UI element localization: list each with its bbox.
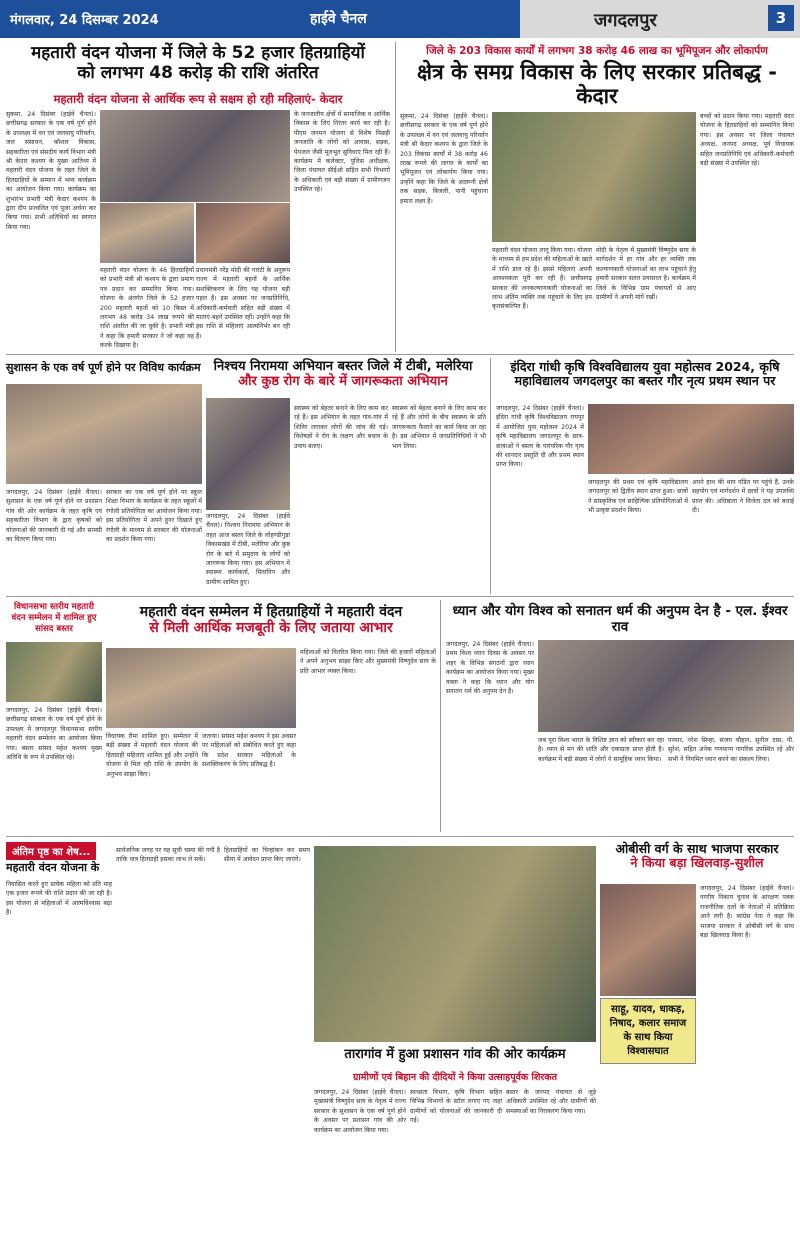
a6-tag: विधानसभा स्तरीय महतारी वंदन सम्मेलन में शामिल हुए सांसद बस्तर xyxy=(11,602,97,635)
column-divider xyxy=(440,600,441,832)
column-divider xyxy=(490,358,491,594)
a11-body-col1: जगदलपुर, 24 दिसंबर (हाईवे चैनल)। मुख्यमंत्री विष्णुदेव साय के नेतृत्व में राज्य सरकार के सुशासन के एक वर्ष पूर्ण होने के अवसर पर प्रशासन गांव की ओर कार्यक्रम का आयोजन किया गया। xyxy=(314,1089,406,1134)
a5-headline: इंदिरा गांधी कृषि विश्वविद्यालय युवा महोत्सव 2024, कृषि महाविद्यालय जगदलपुर का बस्तर गौर नृत्य प्रथम स्थान पर xyxy=(510,359,780,389)
a1-body-col2: महतारी वंदन योजना के 46 हितग्राहियों को प्रभारी मंत्री श्री कश्यप के द्वारा प्रमाण पत्र प्रदान कर सम्मानित किया गया। योजना के अंतर्गत जिले के 52 हजार 200 महतारी बहनों को 10 किस्त में लगभग 48 करोड़ 34 लाख रूपये की राशि अंतरित की जा चुकी है। प्रभारी मंत्री ने कहा कि हमारी सरकार ने जो कहा वह करके दिखाया है। xyxy=(100,267,194,350)
a11-headline: तारागांव में हुआ प्रशासन गांव की ओर कार्यक्रम xyxy=(344,1047,566,1062)
a7-headline xyxy=(106,604,436,636)
a7-body-col1: विधायक रीमा शामिल हुए। सम्मेलन में बड़ी संख्या में महतारी वंदन योजना की हितग्राही महिलाएं शामिल हुईं और उन्होंने योजना से मिल रही राशि के उपयोग के अनुभव साझा किए। xyxy=(106,733,198,778)
a3-photo xyxy=(6,384,202,484)
a9-headline: महतारी वंदन योजना के xyxy=(6,861,100,874)
a10-headline-line1: ओबीसी वर्ग के साथ भाजपा सरकार xyxy=(615,841,779,856)
a1-photo-3 xyxy=(196,203,290,263)
a1-headline-line1: महतारी वंदन योजना में जिले के 52 हजार हितग्राहियों xyxy=(31,43,365,63)
a4-photo xyxy=(206,398,290,510)
edition-city: जगदलपुर xyxy=(594,10,657,31)
a4-body-col2: जगदलपुर, 24 दिसंबर (हाईवे चैनल)। निश्चय निरामया अभियान के तहत आज बस्तर जिले के लोहण्डीगुड़ा विकासखंड में टीबी, मलेरिया और कुष्ठ रोग के बारे में समुदाय के लोगों को जागरूक किया गया। इस अभियान में स्वास्थ्य कार्यकर्ता, मितानिन और ग्रामीण शामिल हुए। xyxy=(206,513,290,586)
a8-body-col3: परमार, नरेश सिन्हा, संजय चौहान, सुनील दास, पी. सुरेश, सहित अनेक गणमान्य नागरिक उपस्थित रहे और सभी ने नियमित ध्यान करने का संकल्प लिया। xyxy=(668,737,794,763)
column-divider xyxy=(395,42,396,352)
header-city-bar xyxy=(520,0,800,38)
a10-headline xyxy=(600,842,794,871)
a5-body-col2: जगदलपुर की प्रथम एवं कृषि महाविद्यालय जगदलपुर को द्वितीय स्थान प्राप्त हुआ। छात्रों ने सांस्कृतिक एवं साहित्यिक प्रतियोगिताओं में भी उत्कृष्ट प्रदर्शन किया। xyxy=(588,479,688,515)
a5-body-col1: जगदलपुर, 24 दिसंबर (हाईवे चैनल)। इंदिरा गांधी कृषि विश्वविद्यालय रायपुर में आयोजित युवा महोत्सव 2024 में कृषि महाविद्यालय जगदलपुर के छात्र-छात्राओं ने बस्तर के पारंपरिक गौर नृत्य की शानदार प्रस्तुति दी और प्रथम स्थान प्राप्त किया। xyxy=(496,405,584,469)
row-divider xyxy=(6,596,794,597)
a9-body-col3: हितग्राहियों का चिन्हांकन कर समय सीमा में आवेदन प्राप्त किए जाएंगे। xyxy=(224,847,310,864)
a7-body-col3: महिलाओं को वितरित किया गया। जिले की हजारों महिलाओं ने अपने अनुभव साझा किए और मुख्यमंत्री विष्णुदेव साय के प्रति आभार व्यक्त किया। xyxy=(300,649,436,675)
a1-body-col1: सुकमा, 24 दिसंबर (हाईवे चैनल)। छत्तीसगढ़ सरकार के एक वर्ष पूर्ण होने के उपलक्ष्य में वन एवं जलवायु परिवर्तन, जल संसाधन, कौशल विकास, सहकारिता एवं संसदीय कार्य विभाग मंत्री श्री केदार कश्यप के मुख्य आतिथ्य में महतारी वंदन योजना के तहत जिले के हितग्राहियों के सम्मान में भव्य कार्यक्रम का आयोजन किया गया। कार्यक्रम का शुभारंभ प्रभारी मंत्री केदार कश्यप के द्वारा दीप प्रज्वलित एवं पूजा अर्चना कर किया गया। सभी अतिथियों का स्वागत किया गया। xyxy=(6,111,96,231)
a1-subhead: महतारी वंदन योजना से आर्थिक रूप से सक्षम हो रही महिलाएं- केदार xyxy=(53,92,343,106)
a10-body: जगदलपुर, 24 दिसंबर (हाईवे चैनल)। नगरीय निकाय चुनाव के आरक्षण पत्रक राजनीतिक दलों के नेताओं में प्रतिक्रिया आने लगी है। कांग्रेस नेता ने कहा कि भाजपा सरकार ने ओबीसी वर्ग के साथ बड़ा खिलवाड़ किया है। xyxy=(700,885,794,940)
a1-headline-line2: को लगभग 48 करोड़ की राशि अंतरित xyxy=(77,62,319,83)
a4-body-col3: स्वास्थ्य को बेहतर बनाने के लिए काम कर रहे हैं। इस अभियान के तहत गांव-गांव में शिविर लगाकर लोगों की जांच की गई। विशेषज्ञों ने रोग के लक्षण और बचाव के उपाय बताए। xyxy=(294,405,388,450)
a4-body-col1: सरकार का एक वर्ष पूर्ण होने पर स्कूल शिक्षा विभाग के कार्यक्रम के तहत स्कूलों में रंगोली प्रतियोगिता का आयोजन किया गया। इस प्रतियोगिता में अपने हुनर दिखाते हुए रंगोली के माध्यम से सरकार की योजनाओं का प्रदर्शन किया गया। xyxy=(106,489,202,544)
a11-photo xyxy=(314,846,596,1042)
a2-body-col4: बच्चों को प्रदान किया गया। महतारी वंदन योजना के हितग्राहियों को सम्मानित किया गया। इस अवसर पर जिला पंचायत अध्यक्ष, जनपद अध्यक्ष, पूर्व विधायक सहित जनप्रतिनिधि एवं अधिकारी-कर्मचारी बड़ी संख्या में उपस्थित रहे। xyxy=(700,113,794,168)
a9-body-col1: निवासित करते हुए प्रत्येक महिला को प्रति माह एक हजार रूपये की राशि प्रदान की जा रही है। इस योजना से महिलाओं में आत्मविश्वास बढ़ा है। xyxy=(6,881,112,917)
a1-photo-1 xyxy=(100,110,290,202)
a6-photo xyxy=(6,642,102,702)
a8-headline: ध्यान और योग विश्व को सनातन धर्म की अनुपम देन है - एल. ईश्वर राव xyxy=(452,603,788,635)
page-number: 3 xyxy=(768,5,794,31)
a1-photo-2 xyxy=(100,203,194,263)
a2-photo xyxy=(492,112,696,242)
a7-photo xyxy=(106,648,296,728)
a9-body-col2: सार्वजनिक जगह पर यह सूची चस्पा की गयी है ताकि पात्र हितग्राही इसका लाभ ले सकें। xyxy=(116,847,220,864)
a10-highlight-box: साहू, यादव, धाकड़, निषाद, कलार समाज के साथ किया विश्वासघात xyxy=(600,998,696,1064)
a10-photo xyxy=(600,884,696,996)
row-divider xyxy=(6,836,794,837)
a8-body-col2: जब पूरा विश्व भारत के विशिष्ट ज्ञान को स्वीकार कर रहा है। ध्यान से मन की शांति और एकाग्रता प्राप्त होती है। कार्यक्रम में बड़ी संख्या में लोगों ने सामूहिक ध्यान किया। xyxy=(538,737,664,763)
a4-headline-line1: निश्चय निरामया अभियान बस्तर जिले में टीबी, मलेरिया xyxy=(213,359,473,374)
a11-subhead: ग्रामीणों एवं बिहान की दीदियों ने किया उत्साहपूर्वक शिरकत xyxy=(352,1072,558,1083)
a8-photo xyxy=(538,640,794,732)
a2-kicker: जिले के 203 विकास कार्यों में लगभग 38 करोड़ 46 लाख का भूमिपूजन और लोकार्पण xyxy=(426,45,768,57)
a7-headline-line2: से मिली आर्थिक मजबूती के लिए जताया आभार xyxy=(149,620,393,637)
a2-body-col2: महतारी वंदन योजना लागू किया गया। योजना के माध्यम से हम प्रदेश की महिलाओं के खाते में राशि डाल रहे हैं। इससे महिलाएं अपनी आवश्यकता पूरी कर रही हैं। छत्तीसगढ़ सरकार की जनकल्याणकारी योजनाओं का लाभ अंतिम व्यक्ति तक पहुंचाने के लिए हम कृतसंकल्पित हैं। xyxy=(492,247,592,311)
a2-body-col1: सुकमा, 24 दिसंबर (हाईवे चैनल)। छत्तीसगढ़ सरकार के एक वर्ष पूर्ण होने के उपलक्ष्य में वन एवं जलवायु परिवर्तन मंत्री श्री केदार कश्यप के द्वारा जिले के 203 विकास कार्यों में 38 करोड़ 46 लाख रूपये की लागत के कार्यों का भूमिपूजन एवं लोकार्पण किया गया। उन्होंने कहा कि जिले के अंदरूनी क्षेत्रों तक सड़क, बिजली, पानी पहुंचाना हमारा लक्ष्य है। xyxy=(400,113,488,205)
newspaper-name: हाईवे चैनल xyxy=(310,11,367,27)
a9-tag: अंतिम पृष्ठ का शेष... xyxy=(6,842,96,860)
a3-photo-caption: सुशासन के एक वर्ष पूर्ण होने पर विविध कार्यक्रम xyxy=(6,361,201,374)
a4-body-col4: स्वास्थ्य को बेहतर बनाने के लिए काम कर रहे हैं और लोगों के बीच स्वास्थ्य के प्रति जागरूकता फैलाने का कार्य किया जा रहा है। इस अभियान में जनप्रतिनिधियों ने भी भाग लिया। xyxy=(392,405,486,450)
a4-headline-line2: और कुष्ठ रोग के बारे में जागरूकता अभियान xyxy=(238,373,448,389)
a11-body-col3: बस्तर के जनपद पंचायत से जुड़े अधिकारी उपस्थित रहे और ग्रामीणों की समस्याओं का निराकरण किया गया। xyxy=(506,1089,596,1115)
header-bar xyxy=(0,0,520,38)
a4-headline xyxy=(200,360,486,390)
a1-body-col3: प्रधानमंत्री नरेंद्र मोदी की गारंटी के अनुरूप राज्य में महतारी बहनों के आर्थिक सशक्तिकरण के लिए यह योजना बड़ी पहल है। इस अवसर पर जनप्रतिनिधि, अधिकारी-कर्मचारी सहित बड़ी संख्या में माताएं-बहनें उपस्थित रहीं। उन्होंने कहा कि इस राशि से महिलाएं आत्मनिर्भर बन रही हैं। xyxy=(196,267,290,340)
a7-headline-line1: महतारी वंदन सम्मेलन में हितग्राहियों ने महतारी वंदन xyxy=(139,604,403,620)
a2-headline: क्षेत्र के समग्र विकास के लिए सरकार प्रतिबद्ध - केदार xyxy=(417,60,777,109)
a1-headline xyxy=(6,44,390,83)
a1-body-col4: के जनजातीय क्षेत्रों में सामाजिक व आर्थिक विकास के लिए निरंतर कार्य कर रही है। पीएम जनमन योजना से विशेष पिछड़ी जनजाति के लोगों को आवास, सड़क, पेयजल जैसी मूलभूत सुविधाएं मिल रही हैं। कार्यक्रम में कलेक्टर, पुलिस अधीक्षक, जिला पंचायत सीईओ सहित सभी विभागों के अधिकारी एवं बड़ी संख्या में ग्रामीणजन उपस्थित रहे। xyxy=(294,111,390,194)
a7-body-col2: जताया। सांसद महेश कश्यप ने इस अवसर पर महिलाओं को संबोधित करते हुए कहा कि प्रदेश सरकार महिलाओं के सशक्तिकरण के लिए प्रतिबद्ध है। xyxy=(202,733,296,769)
row-divider xyxy=(6,354,794,355)
a10-headline-line2: ने किया बड़ा खिलवाड़-सुशील xyxy=(630,855,764,871)
a8-body-col1: जगदलपुर, 24 दिसंबर (हाईवे चैनल)। प्रथम विश्व ध्यान दिवस के अवसर पर शहर के विभिन्न संगठनों द्वारा ध्यान कार्यक्रम का आयोजन किया गया। मुख्य वक्ता ने कहा कि ध्यान और योग सनातन धर्म की अनुपम देन है। xyxy=(446,641,534,696)
a11-body-col2: स्वच्छता विभाग, कृषि विभाग सहित विभिन्न विभागों के स्टॉल लगाए गए जहां ग्रामीणों को योजनाओं की जानकारी दी गई। xyxy=(410,1089,502,1125)
a6-body: जगदलपुर, 24 दिसंबर (हाईवे चैनल)। छत्तीसगढ़ सरकार के एक वर्ष पूर्ण होने के उपलक्ष्य में जगदलपुर विधानसभा स्तरीय महतारी वंदन सम्मेलन का आयोजन किया गया। बस्तर सांसद महेश कश्यप मुख्य अतिथि के रूप में उपस्थित रहे। xyxy=(6,707,102,762)
a2-body-col3: मोदी के नेतृत्व में मुख्यमंत्री विष्णुदेव साय के मार्गदर्शन में हर गांव और हर व्यक्ति तक कल्याणकारी योजनाओं का लाभ पहुंचाने हेतु हमारी सरकार सतत प्रयासरत है। कार्यक्रम में जिले के विभिन्न ग्राम पंचायतों से आए ग्रामीणों ने अपनी मांगें रखीं। xyxy=(596,247,696,302)
edition-date: मंगलवार, 24 दिसम्बर 2024 xyxy=(10,13,159,28)
a5-photo xyxy=(588,404,794,474)
a3-body: जगदलपुर, 24 दिसंबर (हाईवे चैनल)। सुशासन के एक वर्ष पूर्ण होने पर प्रशासन गांव की ओर कार्यक्रम के तहत कृषि एवं सहकारिता विभाग के द्वारा कृषकों को योजनाओं की जानकारी दी गई और सामग्री का वितरण किया गया। xyxy=(6,489,102,544)
a5-body-col3: अपने हाथ की थाप पंडित पर पहुंचे हैं, उनके सहयोग एवं मार्गदर्शन में छात्रों ने यह उपलब्धि प्राप्त की। अधिष्ठाता ने विजेता दल को बधाई दी। xyxy=(692,479,794,515)
